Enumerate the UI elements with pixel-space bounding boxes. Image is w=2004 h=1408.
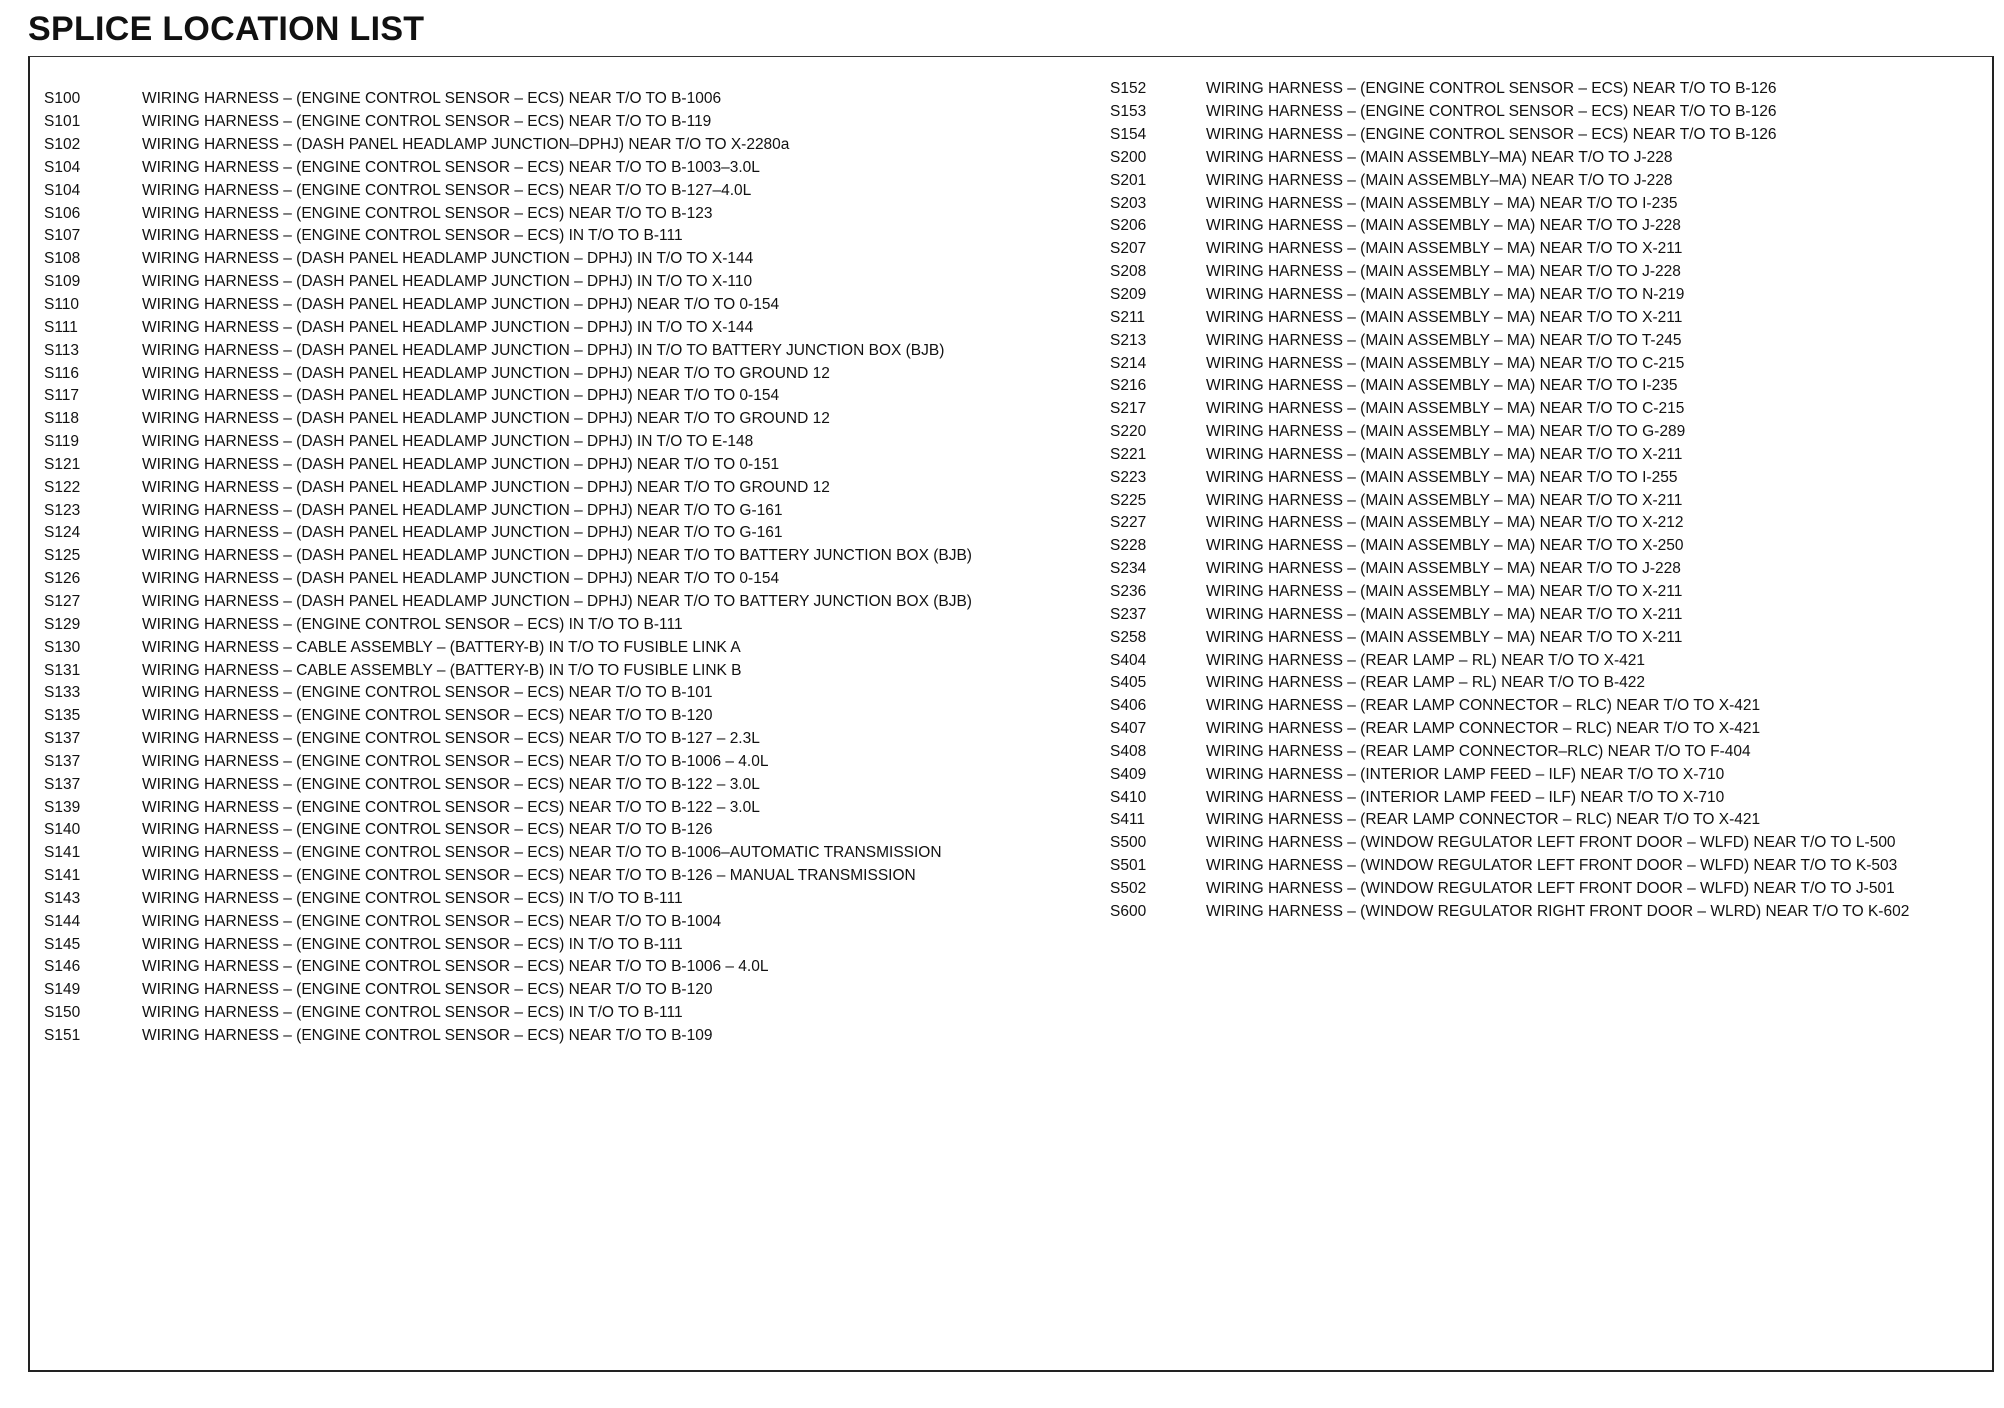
splice-row [1110,398,1990,421]
splice-row [44,111,1084,134]
splice-code: S149 [44,981,81,999]
splice-row [44,545,1084,568]
splice-row [44,568,1084,591]
splice-code: S207 [1110,240,1147,258]
splice-description: WIRING HARNESS – (ENGINE CONTROL SENSOR – ECS) NEAR T/O TO B-1006 – 4.0L [142,958,769,976]
splice-description: WIRING HARNESS – (DASH PANEL HEADLAMP JUNCTION – DPHJ) NEAR T/O TO BATTERY JUNCTION BOX (BJB) [142,592,972,610]
splice-code: S227 [1110,514,1147,532]
splice-code: S131 [44,661,81,679]
splice-description: WIRING HARNESS – (ENGINE CONTROL SENSOR – ECS) NEAR T/O TO B-1006 – 4.0L [142,752,769,770]
splice-code: S110 [44,296,80,314]
splice-code: S121 [44,455,81,473]
splice-description: WIRING HARNESS – (ENGINE CONTROL SENSOR – ECS) NEAR T/O TO B-1006–AUTOMATIC TRANSMISSION [142,844,942,862]
splice-row [44,362,1084,385]
splice-row [1110,626,1990,649]
splice-row [1110,329,1990,352]
splice-code: S223 [1110,468,1147,486]
splice-description: WIRING HARNESS – (MAIN ASSEMBLY – MA) NEAR T/O TO J-228 [1206,217,1681,235]
splice-description: WIRING HARNESS – (ENGINE CONTROL SENSOR – ECS) IN T/O TO B-111 [142,1004,683,1022]
splice-code: S141 [44,867,81,885]
splice-row [44,316,1084,339]
splice-row [44,294,1084,317]
splice-description: WIRING HARNESS – (DASH PANEL HEADLAMP JUNCTION – DPHJ) NEAR T/O TO 0-154 [142,570,780,588]
splice-code: S143 [44,889,81,907]
splice-row [1110,718,1990,741]
splice-row [1110,352,1990,375]
splice-row [44,476,1084,499]
splice-description: WIRING HARNESS – (MAIN ASSEMBLY – MA) NEAR T/O TO J-228 [1206,560,1681,578]
splice-row [1110,512,1990,535]
splice-code: S153 [1110,103,1147,121]
splice-code: S203 [1110,194,1147,212]
splice-code: S113 [44,341,80,359]
splice-code: S146 [44,958,81,976]
splice-row [44,659,1084,682]
splice-row [44,728,1084,751]
splice-code: S126 [44,570,81,588]
splice-code: S411 [1110,811,1146,829]
splice-row [1110,421,1990,444]
splice-code: S108 [44,250,81,268]
splice-description: WIRING HARNESS – (REAR LAMP – RL) NEAR T/O TO B-422 [1206,674,1645,692]
splice-row [44,613,1084,636]
splice-row [44,157,1084,180]
splice-row [44,134,1084,157]
splice-code: S133 [44,684,81,702]
splice-row [1110,900,1990,923]
splice-code: S107 [44,227,81,245]
splice-description: WIRING HARNESS – (WINDOW REGULATOR LEFT FRONT DOOR – WLFD) NEAR T/O TO L-500 [1206,834,1896,852]
splice-code: S410 [1110,788,1147,806]
splice-description: WIRING HARNESS – (ENGINE CONTROL SENSOR – ECS) NEAR T/O TO B-127–4.0L [142,181,752,199]
splice-description: WIRING HARNESS – (MAIN ASSEMBLY – MA) NEAR T/O TO X-211 [1206,628,1683,646]
splice-description: WIRING HARNESS – (ENGINE CONTROL SENSOR – ECS) IN T/O TO B-111 [142,889,683,907]
splice-code: S405 [1110,674,1147,692]
splice-description: WIRING HARNESS – (ENGINE CONTROL SENSOR – ECS) IN T/O TO B-111 [142,615,683,633]
splice-code: S406 [1110,697,1147,715]
splice-description: WIRING HARNESS – (MAIN ASSEMBLY – MA) NEAR T/O TO X-211 [1206,445,1683,463]
splice-description: WIRING HARNESS – (ENGINE CONTROL SENSOR – ECS) NEAR T/O TO B-126 – MANUAL TRANSMISSION [142,867,916,885]
splice-row [44,1025,1084,1048]
splice-code: S217 [1110,400,1147,418]
splice-code: S144 [44,912,81,930]
splice-description: WIRING HARNESS – (ENGINE CONTROL SENSOR – ECS) NEAR T/O TO B-122 – 3.0L [142,798,760,816]
splice-description: WIRING HARNESS – (WINDOW REGULATOR LEFT FRONT DOOR – WLFD) NEAR T/O TO K-503 [1206,857,1898,875]
splice-code: S145 [44,935,81,953]
splice-description: WIRING HARNESS – (ENGINE CONTROL SENSOR – ECS) NEAR T/O TO B-123 [142,204,713,222]
splice-code: S221 [1110,445,1147,463]
splice-description: WIRING HARNESS – (DASH PANEL HEADLAMP JUNCTION – DPHJ) IN T/O TO X-110 [142,273,753,291]
splice-row [1110,147,1990,170]
splice-description: WIRING HARNESS – (ENGINE CONTROL SENSOR – ECS) NEAR T/O TO B-120 [142,981,713,999]
splice-row [44,88,1084,111]
splice-row [1110,466,1990,489]
splice-description: WIRING HARNESS – (ENGINE CONTROL SENSOR – ECS) NEAR T/O TO B-101 [142,684,713,702]
splice-description: WIRING HARNESS – (MAIN ASSEMBLY – MA) NEAR T/O TO J-228 [1206,263,1681,281]
splice-description: WIRING HARNESS – (MAIN ASSEMBLY – MA) NEAR T/O TO X-211 [1206,308,1683,326]
splice-description: WIRING HARNESS – (INTERIOR LAMP FEED – ILF) NEAR T/O TO X-710 [1206,765,1725,783]
splice-code: S130 [44,638,81,656]
splice-code: S111 [44,318,78,336]
splice-row [44,522,1084,545]
splice-row [1110,124,1990,147]
splice-description: WIRING HARNESS – (DASH PANEL HEADLAMP JUNCTION – DPHJ) NEAR T/O TO GROUND 12 [142,364,830,382]
splice-code: S117 [44,387,80,405]
splice-description: WIRING HARNESS – (MAIN ASSEMBLY – MA) NEAR T/O TO T-245 [1206,331,1682,349]
splice-code: S135 [44,707,81,725]
splice-row [44,385,1084,408]
splice-description: WIRING HARNESS – (ENGINE CONTROL SENSOR – ECS) NEAR T/O TO B-1004 [142,912,722,930]
splice-description: WIRING HARNESS – (ENGINE CONTROL SENSOR – ECS) NEAR T/O TO B-126 [142,821,713,839]
splice-description: WIRING HARNESS – (DASH PANEL HEADLAMP JUNCTION – DPHJ) NEAR T/O TO GROUND 12 [142,478,830,496]
splice-row [1110,215,1990,238]
splice-row [1110,444,1990,467]
splice-row [44,705,1084,728]
splice-description: WIRING HARNESS – (MAIN ASSEMBLY – MA) NEAR T/O TO X-250 [1206,537,1684,555]
splice-code: S228 [1110,537,1147,555]
splice-code: S127 [44,592,81,610]
splice-description: WIRING HARNESS – (MAIN ASSEMBLY – MA) NEAR T/O TO N-219 [1206,286,1685,304]
splice-description: WIRING HARNESS – (DASH PANEL HEADLAMP JUNCTION – DPHJ) IN T/O TO X-144 [142,318,754,336]
splice-description: WIRING HARNESS – (MAIN ASSEMBLY – MA) NEAR T/O TO I-235 [1206,377,1678,395]
splice-row [44,408,1084,431]
splice-code: S154 [1110,126,1147,144]
splice-description: WIRING HARNESS – CABLE ASSEMBLY – (BATTERY-B) IN T/O TO FUSIBLE LINK B [142,661,742,679]
splice-code: S258 [1110,628,1147,646]
splice-code: S213 [1110,331,1147,349]
splice-code: S201 [1110,171,1147,189]
splice-row [1110,101,1990,124]
splice-description: WIRING HARNESS – CABLE ASSEMBLY – (BATTERY-B) IN T/O TO FUSIBLE LINK A [142,638,741,656]
splice-code: S151 [44,1027,81,1045]
splice-code: S214 [1110,354,1147,372]
splice-description: WIRING HARNESS – (MAIN ASSEMBLY – MA) NEAR T/O TO I-235 [1206,194,1678,212]
splice-description: WIRING HARNESS – (REAR LAMP CONNECTOR – RLC) NEAR T/O TO X-421 [1206,697,1761,715]
splice-code: S106 [44,204,81,222]
splice-description: WIRING HARNESS – (DASH PANEL HEADLAMP JUNCTION – DPHJ) IN T/O TO E-148 [142,433,754,451]
splice-row [44,454,1084,477]
splice-row [44,888,1084,911]
splice-row [44,636,1084,659]
splice-row [44,796,1084,819]
splice-row [1110,375,1990,398]
splice-code: S220 [1110,423,1147,441]
splice-row [44,1002,1084,1025]
splice-description: WIRING HARNESS – (DASH PANEL HEADLAMP JUNCTION – DPHJ) NEAR T/O TO GROUND 12 [142,410,830,428]
splice-row [1110,261,1990,284]
splice-code: S150 [44,1004,81,1022]
splice-description: WIRING HARNESS – (DASH PANEL HEADLAMP JUNCTION – DPHJ) NEAR T/O TO 0-151 [142,455,780,473]
splice-row [1110,78,1990,101]
splice-code: S137 [44,752,81,770]
splice-description: WIRING HARNESS – (DASH PANEL HEADLAMP JUNCTION – DPHJ) NEAR T/O TO 0-154 [142,387,780,405]
splice-code: S125 [44,547,81,565]
splice-row [44,956,1084,979]
splice-code: S123 [44,501,81,519]
splice-row [1110,855,1990,878]
splice-code: S501 [1110,857,1147,875]
splice-row [1110,809,1990,832]
splice-description: WIRING HARNESS – (ENGINE CONTROL SENSOR – ECS) IN T/O TO B-111 [142,227,683,245]
splice-code: S408 [1110,742,1147,760]
splice-row [1110,284,1990,307]
splice-description: WIRING HARNESS – (ENGINE CONTROL SENSOR – ECS) NEAR T/O TO B-127 – 2.3L [142,730,760,748]
splice-description: WIRING HARNESS – (MAIN ASSEMBLY – MA) NEAR T/O TO I-255 [1206,468,1678,486]
splice-code: S211 [1110,308,1146,326]
splice-code: S141 [44,844,81,862]
page-title: SPLICE LOCATION LIST [28,10,425,48]
splice-code: S236 [1110,582,1147,600]
splice-row [1110,558,1990,581]
splice-description: WIRING HARNESS – (ENGINE CONTROL SENSOR – ECS) NEAR T/O TO B-126 [1206,80,1777,98]
splice-row [44,910,1084,933]
splice-code: S118 [44,410,80,428]
splice-code: S206 [1110,217,1147,235]
splice-description: WIRING HARNESS – (DASH PANEL HEADLAMP JUNCTION – DPHJ) NEAR T/O TO 0-154 [142,296,780,314]
splice-row [44,499,1084,522]
splice-description: WIRING HARNESS – (ENGINE CONTROL SENSOR – ECS) NEAR T/O TO B-119 [142,113,712,131]
splice-row [44,591,1084,614]
splice-row [1110,740,1990,763]
splice-row [1110,306,1990,329]
splice-code: S129 [44,615,81,633]
splice-row [44,248,1084,271]
splice-code: S119 [44,433,80,451]
splice-description: WIRING HARNESS – (ENGINE CONTROL SENSOR – ECS) NEAR T/O TO B-1006 [142,90,722,108]
splice-description: WIRING HARNESS – (DASH PANEL HEADLAMP JUNCTION – DPHJ) NEAR T/O TO G-161 [142,524,783,542]
splice-code: S237 [1110,605,1147,623]
splice-row [44,179,1084,202]
splice-row [44,842,1084,865]
splice-row [1110,878,1990,901]
splice-row [1110,763,1990,786]
splice-description: WIRING HARNESS – (REAR LAMP CONNECTOR – RLC) NEAR T/O TO X-421 [1206,720,1761,738]
splice-row [1110,649,1990,672]
splice-description: WIRING HARNESS – (MAIN ASSEMBLY – MA) NEAR T/O TO X-212 [1206,514,1684,532]
splice-description: WIRING HARNESS – (ENGINE CONTROL SENSOR – ECS) NEAR T/O TO B-1003–3.0L [142,158,760,176]
splice-code: S409 [1110,765,1147,783]
splice-description: WIRING HARNESS – (MAIN ASSEMBLY – MA) NEAR T/O TO C-215 [1206,354,1685,372]
splice-code: S407 [1110,720,1147,738]
splice-description: WIRING HARNESS – (MAIN ASSEMBLY–MA) NEAR T/O TO J-228 [1206,171,1673,189]
splice-code: S100 [44,90,81,108]
splice-code: S139 [44,798,81,816]
splice-description: WIRING HARNESS – (WINDOW REGULATOR RIGHT FRONT DOOR – WLRD) NEAR T/O TO K-602 [1206,902,1910,920]
splice-description: WIRING HARNESS – (REAR LAMP CONNECTOR–RLC) NEAR T/O TO F-404 [1206,742,1751,760]
splice-code: S208 [1110,263,1147,281]
splice-row [44,202,1084,225]
splice-row [44,865,1084,888]
splice-code: S124 [44,524,81,542]
splice-code: S209 [1110,286,1147,304]
splice-row [1110,672,1990,695]
splice-code: S122 [44,478,81,496]
splice-code: S225 [1110,491,1147,509]
splice-row [1110,786,1990,809]
splice-code: S137 [44,775,81,793]
splice-code: S216 [1110,377,1147,395]
splice-description: WIRING HARNESS – (DASH PANEL HEADLAMP JUNCTION–DPHJ) NEAR T/O TO X-2280a [142,136,790,154]
splice-row [1110,581,1990,604]
left-column [44,88,1084,1047]
splice-description: WIRING HARNESS – (ENGINE CONTROL SENSOR – ECS) NEAR T/O TO B-126 [1206,126,1777,144]
splice-code: S140 [44,821,81,839]
splice-row [44,979,1084,1002]
splice-code: S500 [1110,834,1147,852]
splice-row [1110,238,1990,261]
splice-description: WIRING HARNESS – (ENGINE CONTROL SENSOR – ECS) NEAR T/O TO B-120 [142,707,713,725]
splice-description: WIRING HARNESS – (WINDOW REGULATOR LEFT FRONT DOOR – WLFD) NEAR T/O TO J-501 [1206,879,1895,897]
splice-row [44,773,1084,796]
splice-code: S116 [44,364,80,382]
splice-description: WIRING HARNESS – (DASH PANEL HEADLAMP JUNCTION – DPHJ) NEAR T/O TO BATTERY JUNCTION BOX (BJB) [142,547,972,565]
splice-description: WIRING HARNESS – (MAIN ASSEMBLY–MA) NEAR T/O TO J-228 [1206,148,1673,166]
splice-code: S137 [44,730,81,748]
splice-description: WIRING HARNESS – (MAIN ASSEMBLY – MA) NEAR T/O TO X-211 [1206,582,1683,600]
splice-description: WIRING HARNESS – (MAIN ASSEMBLY – MA) NEAR T/O TO G-289 [1206,423,1686,441]
splice-description: WIRING HARNESS – (DASH PANEL HEADLAMP JUNCTION – DPHJ) IN T/O TO X-144 [142,250,754,268]
splice-row [44,339,1084,362]
splice-description: WIRING HARNESS – (INTERIOR LAMP FEED – ILF) NEAR T/O TO X-710 [1206,788,1725,806]
splice-description: WIRING HARNESS – (MAIN ASSEMBLY – MA) NEAR T/O TO X-211 [1206,491,1683,509]
splice-row [1110,535,1990,558]
splice-row [1110,832,1990,855]
splice-row [44,819,1084,842]
splice-row [1110,603,1990,626]
splice-code: S109 [44,273,81,291]
splice-code: S502 [1110,879,1147,897]
splice-row [1110,695,1990,718]
splice-code: S104 [44,181,81,199]
splice-code: S101 [44,113,81,131]
splice-code: S152 [1110,80,1147,98]
splice-code: S200 [1110,148,1147,166]
splice-row [44,682,1084,705]
splice-description: WIRING HARNESS – (ENGINE CONTROL SENSOR – ECS) NEAR T/O TO B-109 [142,1027,713,1045]
splice-row [1110,192,1990,215]
splice-row [1110,169,1990,192]
splice-description: WIRING HARNESS – (MAIN ASSEMBLY – MA) NEAR T/O TO C-215 [1206,400,1685,418]
splice-description: WIRING HARNESS – (DASH PANEL HEADLAMP JUNCTION – DPHJ) NEAR T/O TO G-161 [142,501,783,519]
splice-description: WIRING HARNESS – (MAIN ASSEMBLY – MA) NEAR T/O TO X-211 [1206,605,1683,623]
splice-row [44,933,1084,956]
splice-code: S600 [1110,902,1147,920]
splice-row [44,271,1084,294]
splice-row [44,225,1084,248]
splice-code: S404 [1110,651,1147,669]
splice-row [1110,489,1990,512]
splice-code: S104 [44,158,81,176]
splice-description: WIRING HARNESS – (ENGINE CONTROL SENSOR – ECS) IN T/O TO B-111 [142,935,683,953]
splice-description: WIRING HARNESS – (ENGINE CONTROL SENSOR – ECS) NEAR T/O TO B-126 [1206,103,1777,121]
splice-description: WIRING HARNESS – (REAR LAMP – RL) NEAR T/O TO X-421 [1206,651,1645,669]
splice-row [44,431,1084,454]
splice-description: WIRING HARNESS – (MAIN ASSEMBLY – MA) NEAR T/O TO X-211 [1206,240,1683,258]
splice-code: S102 [44,136,81,154]
splice-row [44,750,1084,773]
splice-description: WIRING HARNESS – (DASH PANEL HEADLAMP JUNCTION – DPHJ) IN T/O TO BATTERY JUNCTION BOX (BJB) [142,341,945,359]
splice-code: S234 [1110,560,1147,578]
splice-description: WIRING HARNESS – (ENGINE CONTROL SENSOR – ECS) NEAR T/O TO B-122 – 3.0L [142,775,760,793]
splice-description: WIRING HARNESS – (REAR LAMP CONNECTOR – RLC) NEAR T/O TO X-421 [1206,811,1761,829]
right-column [1110,78,1990,923]
